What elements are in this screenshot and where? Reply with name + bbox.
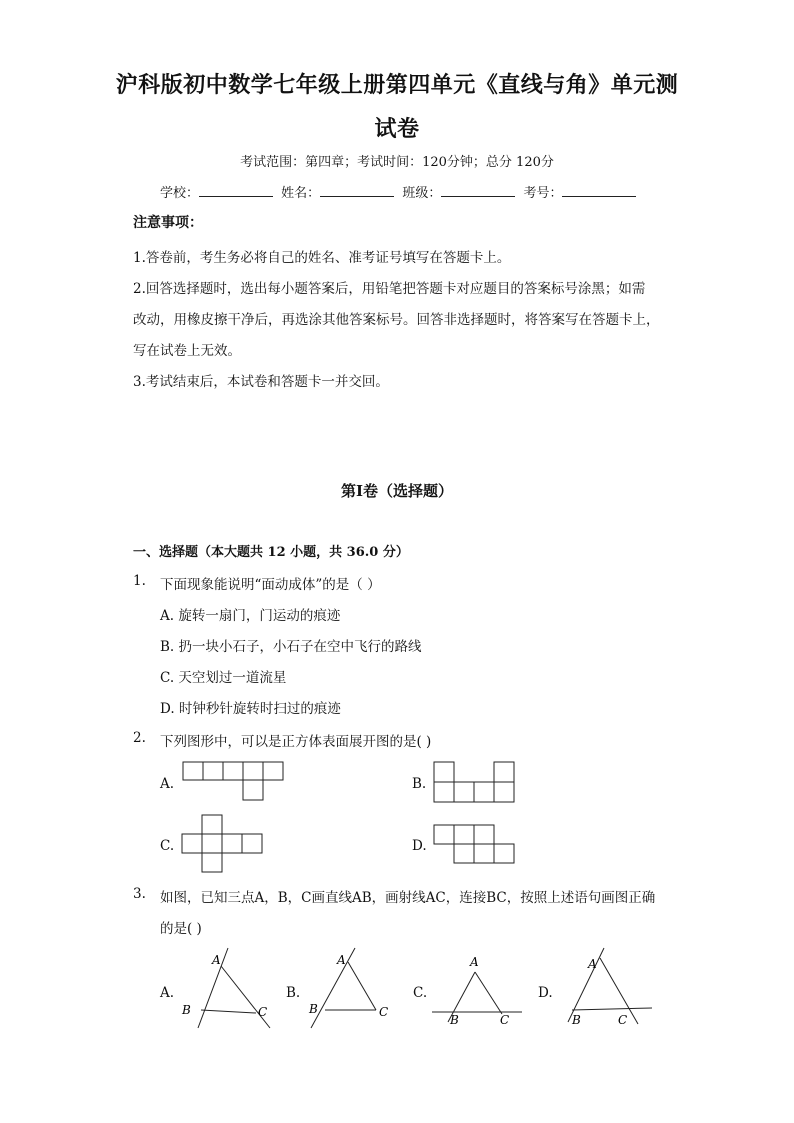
q3-option-a-label[interactable]: A.	[160, 985, 175, 1001]
school-blank[interactable]	[199, 184, 273, 197]
point-b-label: B	[309, 1002, 318, 1016]
section-title: 第Ⅰ卷（选择题）	[340, 482, 454, 500]
point-c-label: C	[618, 1013, 628, 1027]
name-blank[interactable]	[320, 184, 394, 197]
q1-option-b[interactable]: B. 扔一块小石子，小石子在空中飞行的路线	[160, 639, 422, 655]
exam-meta: 考试范围：第四章；考试时间：120分钟；总分 120分	[240, 155, 554, 170]
question-2	[0, 730, 794, 750]
notice-heading: 注意事项：	[133, 215, 203, 231]
q2-option-d-net[interactable]	[434, 825, 514, 865]
q3-option-d-figure[interactable]	[560, 948, 660, 1028]
q2-option-b-net[interactable]	[434, 762, 514, 802]
question-1	[0, 573, 794, 593]
q1-option-c[interactable]: C. 天空划过一道流星	[160, 670, 287, 686]
point-a-label: A	[212, 953, 221, 967]
question-3	[0, 886, 794, 906]
number-blank[interactable]	[562, 184, 636, 197]
school-label: 学校：	[160, 186, 200, 201]
q2-option-b-label[interactable]: B.	[412, 776, 427, 792]
q3-option-c-label[interactable]: C.	[413, 985, 428, 1001]
question-1-text: 下面现象能说明“面动成体”的是（ ）	[160, 577, 381, 593]
point-c-label: C	[258, 1005, 268, 1019]
point-c-label: C	[379, 1005, 389, 1019]
question-3-text-line2: 的是( )	[160, 921, 202, 937]
class-blank[interactable]	[441, 184, 515, 197]
point-a-label: A	[470, 955, 479, 969]
q2-option-c-label[interactable]: C.	[160, 838, 175, 854]
q3-option-a-figure[interactable]	[178, 948, 278, 1028]
q3-option-d-label[interactable]: D.	[538, 985, 553, 1001]
exam-title-line2: 试卷	[374, 116, 420, 142]
q3-option-b-figure[interactable]	[303, 948, 403, 1028]
q2-option-d-label[interactable]: D.	[412, 838, 427, 854]
q1-option-a[interactable]: A. 旋转一扇门，门运动的痕迹	[160, 608, 341, 624]
part-heading: 一、选择题（本大题共 12 小题，共 36.0 分）	[133, 545, 409, 560]
point-a-label: A	[588, 957, 597, 971]
q1-option-d[interactable]: D. 时钟秒针旋转时扫过的痕迹	[160, 701, 341, 717]
q2-option-a-label[interactable]: A.	[160, 776, 175, 792]
point-b-label: B	[572, 1013, 581, 1027]
notice-line-4: 写在试卷上无效。	[133, 343, 241, 359]
question-2-number: 2.	[133, 730, 146, 746]
name-label: 姓名：	[281, 186, 321, 201]
q3-option-c-figure[interactable]	[432, 952, 532, 1028]
point-a-label: A	[337, 953, 346, 967]
number-label: 考号：	[523, 186, 563, 201]
question-1-number: 1.	[133, 573, 146, 589]
question-3-number: 3.	[133, 886, 146, 902]
notice-line-3: 改动，用橡皮擦干净后，再选涂其他答案标号。回答非选择题时，将答案写在答题卡上，	[133, 312, 660, 328]
question-3-text-line1: 如图，已知三点A，B，C画直线AB，画射线AC，连接BC，按照上述语句画图正确	[160, 890, 656, 906]
point-c-label: C	[500, 1013, 510, 1027]
q3-option-b-label[interactable]: B.	[286, 985, 301, 1001]
q2-option-c-net[interactable]	[182, 815, 262, 873]
notice-line-5: 3.考试结束后，本试卷和答题卡一并交回。	[133, 374, 389, 390]
class-label: 班级：	[402, 186, 442, 201]
point-b-label: B	[450, 1013, 459, 1027]
q2-option-a-net[interactable]	[183, 762, 283, 802]
point-b-label: B	[182, 1003, 191, 1017]
student-info-fields	[160, 182, 640, 201]
exam-title-line1: 沪科版初中数学七年级上册第四单元《直线与角》单元测	[115, 72, 679, 98]
notice-line-2: 2.回答选择题时，选出每小题答案后，用铅笔把答题卡对应题目的答案标号涂黑；如需	[133, 281, 646, 297]
question-2-text: 下列图形中，可以是正方体表面展开图的是( )	[160, 734, 432, 750]
notice-line-1: 1.答卷前，考生务必将自己的姓名、准考证号填写在答题卡上。	[133, 250, 511, 266]
